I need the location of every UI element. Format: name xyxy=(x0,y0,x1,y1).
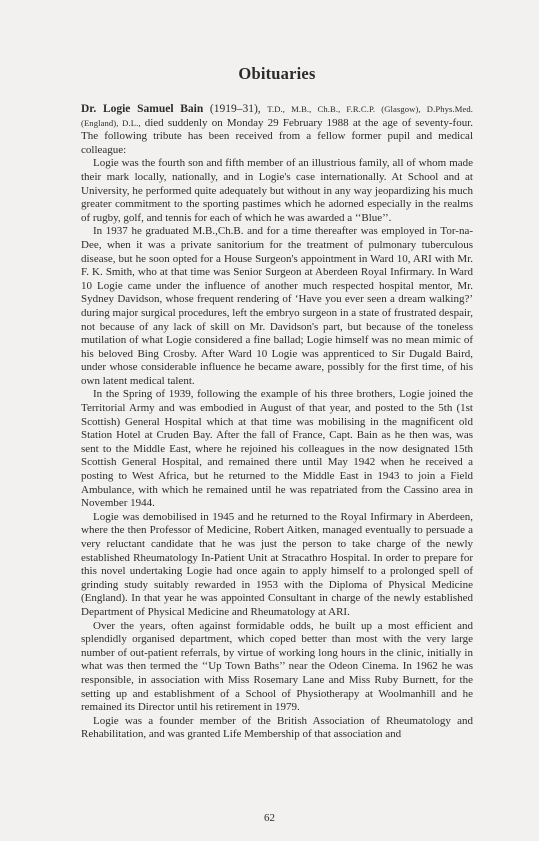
page-number: 62 xyxy=(264,812,275,824)
paragraph: In the Spring of 1939, following the example of his three brothers, Logie joined the Territorial Army and was embodied in August of that year, and posted to the 5th (1st Scottish) General Hospital which at that time was mobilising in the magnificent old Station Hotel at Cruden Bay. After the fall of France, Capt. Bain as he then was, was sent to the Middle East, where he rejoined his colleagues in the now designated 15th Scottish General Hospital, and remained there until May 1942 when he received a posting to West Africa, but he returned to the Middle East in 1943 to join a Field Ambulance, with which he remained until he was repatriated from the Cassino area in November 1944. xyxy=(81,388,473,510)
qualifications: T.D., M.B., Ch.B., F.R.C.P. (Glasgow), D.Phys.Med. (England), D.L., xyxy=(81,104,474,128)
paragraph: Logie was the fourth son and fifth member of an illustrious family, all of whom made their mark locally, nationally, and in Logie's case internationally. At School and at University, he performed quite adequately but without in any way jeopardizing his much greater commitment to the sporting pastimes which he adorned especially in the realms of rugby, golf, and tennis for each of which he was awarded a ‘‘Blue’’. xyxy=(81,157,473,224)
paragraph: In 1937 he graduated M.B.,Ch.B. and for a time thereafter was employed in Tor-na-Dee, when it was a private sanitorium for the treatment of pulmonary tuberculous disease, but he soon opted for a House Surgeon's appointment in Ward 10, ARI with Mr. F. K. Smith, who at that time was Senior Surgeon at Aberdeen Royal Infirmary. In Ward 10 Logie came under the influence of another much respected hospital mentor, Mr. Sydney Davidson, whose frequent rendering of ‘Have you ever seen a dream walking?’ during major surgical procedures, left the embryo surgeon in a state of frustrated despair, not because of any lack of skill on Mr. Davidson's part, but because of the toneless mutilation of what Logie considered a fine ballad; Logie himself was no mean mimic of his beloved Bing Crosby. After Ward 10 Logie was apprenticed to Sir Dugald Baird, under whose considerable influence he became aware, possibly for the first time, of his own latent medical talent. xyxy=(81,225,473,387)
page-heading: Obituaries xyxy=(238,64,316,83)
school-years: (1919–31), xyxy=(209,103,261,115)
paragraph: Logie was demobilised in 1945 and he returned to the Royal Infirmary in Aberdeen, where the then Professor of Medicine, Robert Aitken, managed eventually to persuade a very reluctant candidate that he was just the person to take charge of the newly established Rheumatology In-Patient Unit at Stracathro Hospital. In order to prepare for this novel undertaking Logie had once again to apply himself to a prolonged spell of grinding study suitably rewarded in 1953 with the Diploma of Physical Medicine (England). In that year he was appointed Consultant in charge of the newly established Department of Physical Medicine and Rheumatology at ARI. xyxy=(81,510,473,618)
obituary-lead-paragraph xyxy=(81,103,473,157)
lead-text: died suddenly on Monday 29 February 1988 at the age of seventy-four. The following tribute has been received from a fellow former pupil and medical colleague: xyxy=(81,116,473,156)
deceased-name: Dr. Logie Samuel Bain xyxy=(81,103,204,115)
paragraph: Logie was a founder member of the British Association of Rheumatology and Rehabilitation, and was granted Life Membership of that association and xyxy=(81,714,473,741)
obituary-body xyxy=(81,103,473,742)
paragraph: Over the years, often against formidable odds, he built up a most efficient and splendidly organised department, which coped better than most with the very large number of out-patient referrals, by virtue of working long hours in the clinic, initially in what was then termed the ‘‘Up Town Baths’’ near the Odeon Cinema. In 1962 he was responsible, in association with Miss Rosemary Lane and Miss Ruby Burnett, for the setting up and establishment of a School of Physiotherapy at Woolmanhill and he remained its Director until his retirement in 1979. xyxy=(81,619,473,714)
